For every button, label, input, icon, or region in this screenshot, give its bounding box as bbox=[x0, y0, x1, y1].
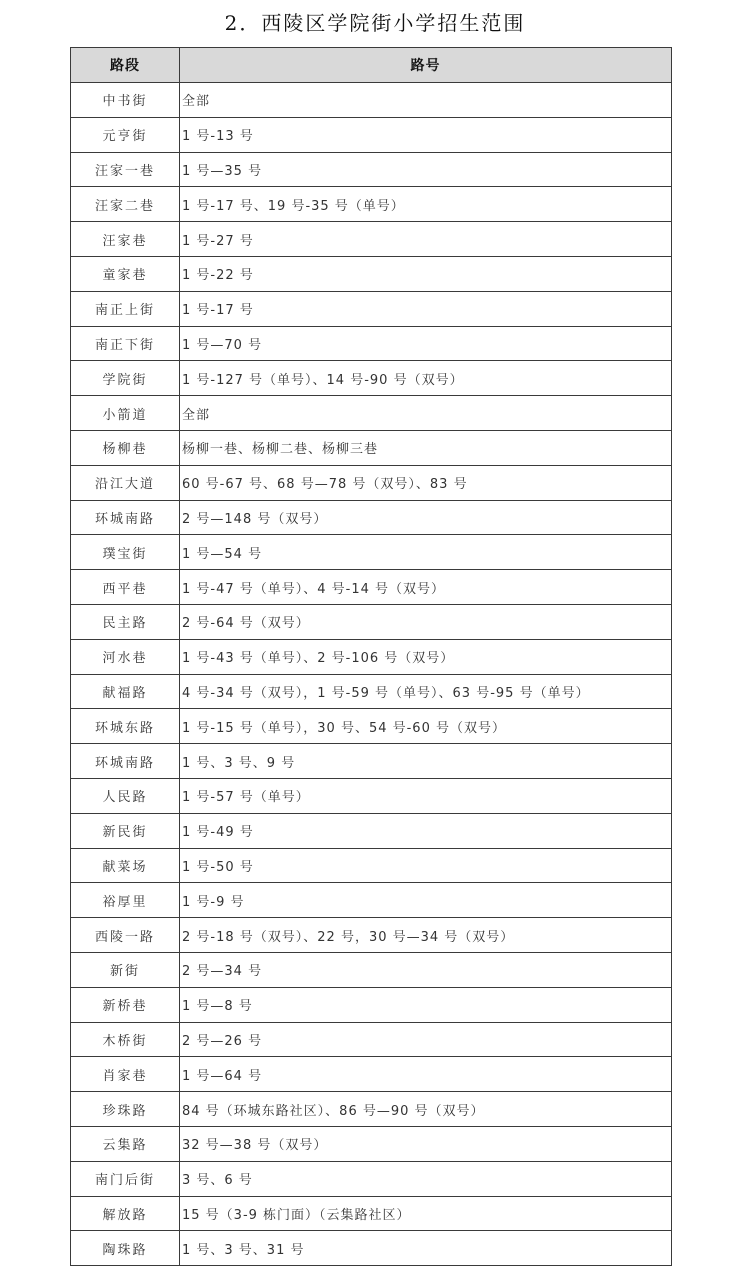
road-segment-cell: 环城南路 bbox=[71, 500, 180, 535]
house-numbers-cell: 1 号、3 号、9 号 bbox=[180, 744, 672, 779]
table-row bbox=[71, 674, 672, 709]
road-segment-cell: 陶珠路 bbox=[71, 1231, 180, 1266]
house-numbers-cell: 1 号—35 号 bbox=[180, 152, 672, 187]
house-numbers-cell: 2 号—26 号 bbox=[180, 1022, 672, 1057]
road-segment-cell: 南正下街 bbox=[71, 326, 180, 361]
road-segment-cell: 中书街 bbox=[71, 83, 180, 118]
road-segment-cell: 裕厚里 bbox=[71, 883, 180, 918]
table-row bbox=[71, 952, 672, 987]
house-numbers-cell: 1 号-22 号 bbox=[180, 256, 672, 291]
road-segment-cell: 云集路 bbox=[71, 1126, 180, 1161]
table-row bbox=[71, 1126, 672, 1161]
road-segment-cell: 珍珠路 bbox=[71, 1092, 180, 1127]
table-row bbox=[71, 152, 672, 187]
road-segment-cell: 西平巷 bbox=[71, 570, 180, 605]
house-numbers-cell: 32 号—38 号（双号） bbox=[180, 1126, 672, 1161]
house-numbers-cell: 3 号、6 号 bbox=[180, 1161, 672, 1196]
table-row bbox=[71, 639, 672, 674]
table-row bbox=[71, 1231, 672, 1266]
column-header-numbers: 路号 bbox=[180, 48, 672, 83]
table-row bbox=[71, 187, 672, 222]
house-numbers-cell: 全部 bbox=[180, 83, 672, 118]
road-segment-cell: 汪家巷 bbox=[71, 222, 180, 257]
road-segment-cell: 环城南路 bbox=[71, 744, 180, 779]
table-row bbox=[71, 1196, 672, 1231]
road-segment-cell: 沿江大道 bbox=[71, 465, 180, 500]
table-row bbox=[71, 396, 672, 431]
house-numbers-cell: 2 号-18 号（双号）、22 号，30 号—34 号（双号） bbox=[180, 918, 672, 953]
table-row bbox=[71, 535, 672, 570]
house-numbers-cell: 2 号—34 号 bbox=[180, 952, 672, 987]
table-row bbox=[71, 117, 672, 152]
house-numbers-cell: 1 号-43 号（单号）、2 号-106 号（双号） bbox=[180, 639, 672, 674]
house-numbers-cell: 60 号-67 号、68 号—78 号（双号）、83 号 bbox=[180, 465, 672, 500]
house-numbers-cell: 1 号—70 号 bbox=[180, 326, 672, 361]
column-header-segment: 路段 bbox=[71, 48, 180, 83]
house-numbers-cell: 1 号-9 号 bbox=[180, 883, 672, 918]
road-segment-cell: 河水巷 bbox=[71, 639, 180, 674]
table-row bbox=[71, 256, 672, 291]
table-row bbox=[71, 987, 672, 1022]
table-row bbox=[71, 1161, 672, 1196]
table-row bbox=[71, 1092, 672, 1127]
house-numbers-cell: 1 号—54 号 bbox=[180, 535, 672, 570]
road-segment-cell: 汪家一巷 bbox=[71, 152, 180, 187]
road-segment-cell: 汪家二巷 bbox=[71, 187, 180, 222]
road-segment-cell: 西陵一路 bbox=[71, 918, 180, 953]
enrollment-range-table bbox=[70, 47, 672, 1266]
road-segment-cell: 杨柳巷 bbox=[71, 430, 180, 465]
road-segment-cell: 人民路 bbox=[71, 778, 180, 813]
table-row bbox=[71, 883, 672, 918]
table-row bbox=[71, 848, 672, 883]
house-numbers-cell: 2 号—148 号（双号） bbox=[180, 500, 672, 535]
table-row bbox=[71, 744, 672, 779]
table-row bbox=[71, 83, 672, 118]
document-title: 2．西陵区学院街小学招生范围 bbox=[224, 11, 526, 35]
table-row bbox=[71, 222, 672, 257]
house-numbers-cell: 2 号-64 号（双号） bbox=[180, 604, 672, 639]
house-numbers-cell: 84 号（环城东路社区）、86 号—90 号（双号） bbox=[180, 1092, 672, 1127]
table-row bbox=[71, 430, 672, 465]
road-segment-cell: 民主路 bbox=[71, 604, 180, 639]
road-segment-cell: 璞宝街 bbox=[71, 535, 180, 570]
table-row bbox=[71, 778, 672, 813]
house-numbers-cell: 1 号-17 号 bbox=[180, 291, 672, 326]
road-segment-cell: 木桥街 bbox=[71, 1022, 180, 1057]
house-numbers-cell: 1 号-50 号 bbox=[180, 848, 672, 883]
table-row bbox=[71, 604, 672, 639]
table-body bbox=[71, 83, 672, 1266]
road-segment-cell: 环城东路 bbox=[71, 709, 180, 744]
house-numbers-cell: 4 号-34 号（双号），1 号-59 号（单号）、63 号-95 号（单号） bbox=[180, 674, 672, 709]
table-row bbox=[71, 709, 672, 744]
road-segment-cell: 学院街 bbox=[71, 361, 180, 396]
table-header-row bbox=[71, 48, 672, 83]
house-numbers-cell: 全部 bbox=[180, 396, 672, 431]
road-segment-cell: 南正上街 bbox=[71, 291, 180, 326]
table-row bbox=[71, 1057, 672, 1092]
road-segment-cell: 新民街 bbox=[71, 813, 180, 848]
house-numbers-cell: 1 号-27 号 bbox=[180, 222, 672, 257]
table-row bbox=[71, 570, 672, 605]
table-row bbox=[71, 813, 672, 848]
table-row bbox=[71, 361, 672, 396]
table-row bbox=[71, 500, 672, 535]
house-numbers-cell: 1 号-15 号（单号），30 号、54 号-60 号（双号） bbox=[180, 709, 672, 744]
house-numbers-cell: 1 号-127 号（单号）、14 号-90 号（双号） bbox=[180, 361, 672, 396]
road-segment-cell: 肖家巷 bbox=[71, 1057, 180, 1092]
house-numbers-cell: 1 号-13 号 bbox=[180, 117, 672, 152]
table-row bbox=[71, 1022, 672, 1057]
road-segment-cell: 献福路 bbox=[71, 674, 180, 709]
road-segment-cell: 元亨街 bbox=[71, 117, 180, 152]
house-numbers-cell: 1 号-17 号、19 号-35 号（单号） bbox=[180, 187, 672, 222]
road-segment-cell: 解放路 bbox=[71, 1196, 180, 1231]
road-segment-cell: 新桥巷 bbox=[71, 987, 180, 1022]
table-row bbox=[71, 291, 672, 326]
road-segment-cell: 新街 bbox=[71, 952, 180, 987]
road-segment-cell: 南门后街 bbox=[71, 1161, 180, 1196]
house-numbers-cell: 1 号-47 号（单号）、4 号-14 号（双号） bbox=[180, 570, 672, 605]
house-numbers-cell: 15 号（3-9 栋门面）（云集路社区） bbox=[180, 1196, 672, 1231]
house-numbers-cell: 1 号-49 号 bbox=[180, 813, 672, 848]
table-row bbox=[71, 918, 672, 953]
house-numbers-cell: 1 号-57 号（单号） bbox=[180, 778, 672, 813]
house-numbers-cell: 1 号—64 号 bbox=[180, 1057, 672, 1092]
road-segment-cell: 献菜场 bbox=[71, 848, 180, 883]
house-numbers-cell: 1 号—8 号 bbox=[180, 987, 672, 1022]
road-segment-cell: 小箭道 bbox=[71, 396, 180, 431]
table-row bbox=[71, 465, 672, 500]
house-numbers-cell: 杨柳一巷、杨柳二巷、杨柳三巷 bbox=[180, 430, 672, 465]
road-segment-cell: 童家巷 bbox=[71, 256, 180, 291]
table-row bbox=[71, 326, 672, 361]
house-numbers-cell: 1 号、3 号、31 号 bbox=[180, 1231, 672, 1266]
